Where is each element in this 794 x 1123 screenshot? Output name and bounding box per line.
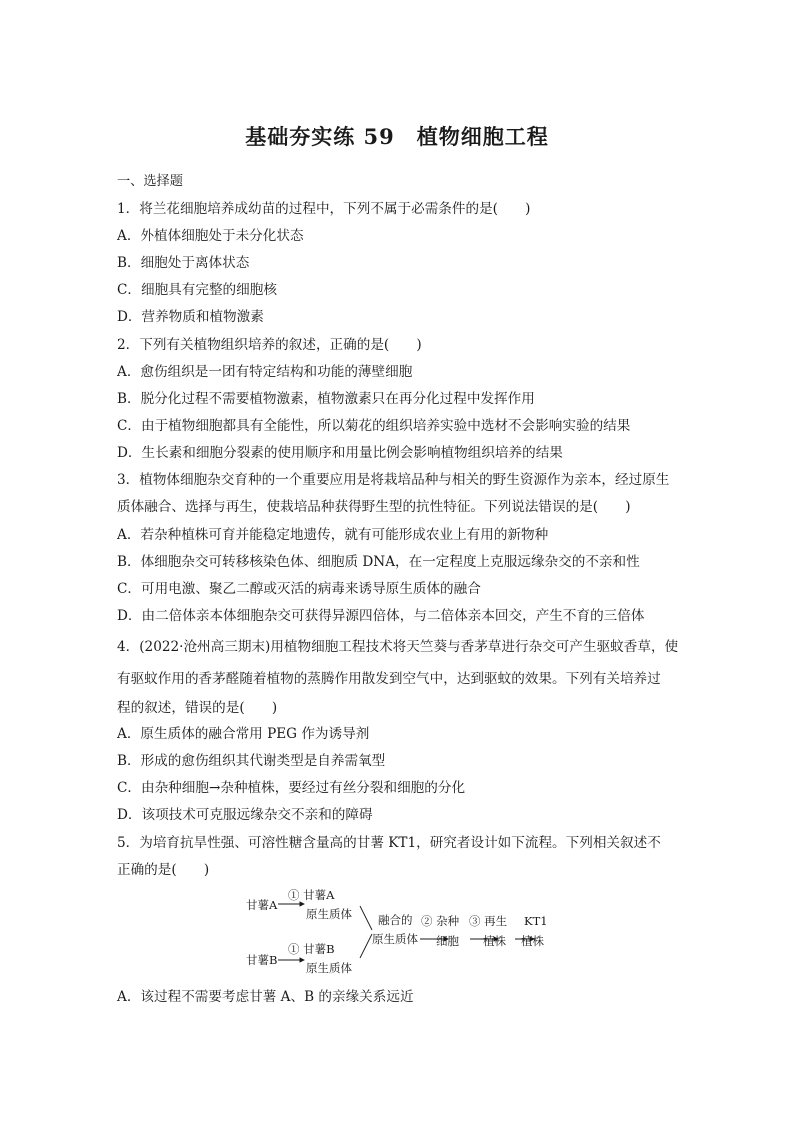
diagram-step1-b: ① 甘薯B — [288, 942, 335, 956]
question-1-stem: 1．将兰花细胞培养成幼苗的过程中，下列不属于必需条件的是( ) — [117, 201, 531, 217]
question-4-stem-line-3: 程的叙述，错误的是( ) — [117, 700, 278, 716]
question-3-stem-line-2: 质体融合、选择与再生，使栽培品种获得野生型的抗性特征。下列说法错误的是( ) — [117, 499, 631, 515]
diagram-parent-b: 甘薯B — [246, 953, 278, 967]
question-1-option-b: B．细胞处于离体状态 — [117, 255, 250, 271]
question-5-stem-line-2: 正确的是( ) — [117, 862, 210, 878]
question-2-option-d: D．生长素和细胞分裂素的使用顺序和用量比例会影响植物组织培养的结果 — [117, 445, 563, 461]
diagram-step2-line-1: ② 杂种 — [421, 914, 460, 928]
question-2-stem: 2．下列有关植物组织培养的叙述，正确的是( ) — [117, 337, 422, 353]
question-1-option-c: C．细胞具有完整的细胞核 — [117, 282, 277, 298]
section-heading: 一、选择题 — [117, 174, 183, 189]
question-5-stem-line-1: 5．为培育抗旱性强、可溶性糖含量高的甘薯 KT1，研究者设计如下流程。下列相关叙述不 — [117, 835, 661, 851]
connector-b-to-fused — [360, 934, 372, 958]
diagram-step3-line-2: 植株 — [483, 934, 506, 948]
diagram-parent-a: 甘薯A — [246, 898, 278, 912]
question-2-option-c: C．由于植物细胞都具有全能性，所以菊花的组织培养实验中选材不会影响实验的结果 — [117, 418, 631, 434]
question-4-option-c: C．由杂种细胞→杂种植株，要经过有丝分裂和细胞的分化 — [117, 780, 466, 796]
diagram-kt1-line-1: KT1 — [524, 914, 548, 928]
question-4-option-a: A．原生质体的融合常用 PEG 作为诱导剂 — [117, 726, 370, 742]
question-3-option-d: D．由二倍体亲本体细胞杂交可获得异源四倍体，与二倍体亲本回交，产生不育的三倍体 — [117, 608, 645, 624]
diagram-step3-line-1: ③ 再生 — [469, 914, 508, 928]
page-title: 基础夯实练 59 植物细胞工程 — [245, 124, 549, 149]
diagram-proto-b: 原生质体 — [306, 961, 352, 975]
diagram-fused-line-2: 原生质体 — [372, 932, 418, 946]
question-1-option-a: A．外植体细胞处于未分化状态 — [117, 228, 304, 244]
connector-a-to-fused — [360, 906, 372, 930]
diagram-step1-a: ① 甘薯A — [288, 888, 335, 902]
diagram-kt1-line-2: 植株 — [521, 934, 544, 948]
question-4-stem-line-1: 4．(2022·沧州高三期末)用植物细胞工程技术将天竺葵与香茅草进行杂交可产生驱蚊香草，使 — [117, 639, 679, 655]
question-4-stem-line-2: 有驱蚊作用的香茅醛随着植物的蒸腾作用散发到空气中，达到驱蚊的效果。下列有关培养过 — [117, 671, 661, 687]
diagram-fused-line-1: 融合的 — [378, 913, 413, 927]
question-2-option-b: B．脱分化过程不需要植物激素，植物激素只在再分化过程中发挥作用 — [117, 391, 535, 407]
question-4-option-d: D．该项技术可克服远缘杂交不亲和的障碍 — [117, 807, 373, 823]
question-1-option-d: D．营养物质和植物激素 — [117, 309, 264, 325]
question-3-stem-line-1: 3．植物体细胞杂交育种的一个重要应用是将栽培品种与相关的野生资源作为亲本，经过原生 — [117, 472, 670, 488]
question-3-option-c: C．可用电激、聚乙二醇或灭活的病毒来诱导原生质体的融合 — [117, 581, 481, 597]
diagram-proto-a: 原生质体 — [306, 907, 352, 921]
diagram-step2-line-2: 细胞 — [436, 934, 459, 948]
question-4-option-b: B．形成的愈伤组织其代谢类型是自养需氧型 — [117, 753, 386, 769]
question-3-option-a: A．若杂种植株可育并能稳定地遗传，就有可能形成农业上有用的新物种 — [117, 527, 549, 543]
question-5-option-a: A．该过程不需要考虑甘薯 A、B 的亲缘关系远近 — [117, 989, 414, 1005]
question-3-option-b: B．体细胞杂交可转移核染色体、细胞质 DNA，在一定程度上克服远缘杂交的不亲和性 — [117, 554, 640, 570]
flow-diagram — [240, 884, 560, 979]
question-2-option-a: A．愈伤组织是一团有特定结构和功能的薄壁细胞 — [117, 364, 413, 380]
